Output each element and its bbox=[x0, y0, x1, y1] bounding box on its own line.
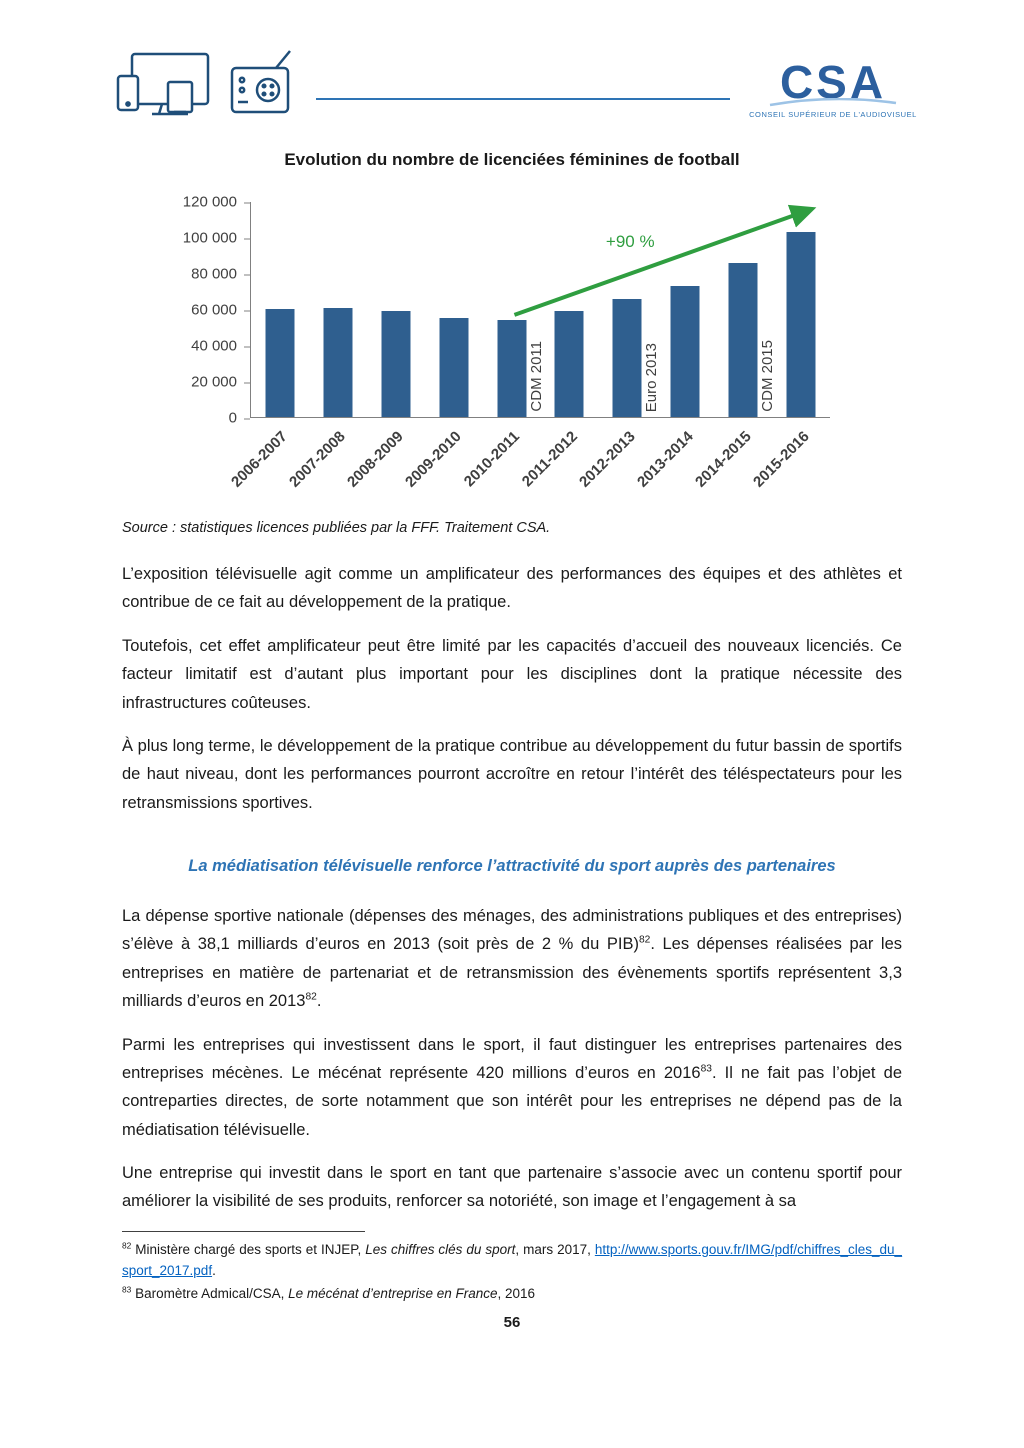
footnote-reference: 82 bbox=[638, 934, 651, 946]
text-run: . bbox=[212, 1262, 216, 1278]
x-tick-label: 2007-2008 bbox=[286, 428, 350, 491]
x-tick-label: 2012-2013 bbox=[576, 428, 640, 491]
footnote-reference: 83 bbox=[700, 1063, 712, 1075]
text-run: Ministère chargé des sports et INJEP, bbox=[131, 1241, 366, 1257]
text-run: . bbox=[316, 992, 322, 1011]
chart-plot bbox=[250, 202, 830, 418]
chart-title: Evolution du nombre de licenciées féminines de football bbox=[284, 150, 740, 169]
csa-logo bbox=[748, 58, 918, 119]
body-paragraph bbox=[122, 732, 902, 817]
footnote-reference: 82 bbox=[122, 1240, 132, 1251]
chart bbox=[122, 150, 902, 508]
text-run: À plus long terme, le développement de la pratique contribue au développement du futur bassin de sportifs de haut niveau, dont les performances pourront accroître en retour l’intérêt des téléspectateurs pour les retransmissions sportives. bbox=[122, 736, 902, 812]
x-tick-label: 2010-2011 bbox=[460, 428, 524, 491]
bar-annotation: Euro 2013 bbox=[643, 342, 661, 412]
x-tick-label: 2013-2014 bbox=[634, 428, 698, 491]
section-heading: La médiatisation télévisuelle renforce l’attractivité du sport auprès des partenaires bbox=[188, 857, 836, 875]
text-run: . Il ne fait pas l’objet de contreparties directes, de sorte notamment que son intérêt pour les entreprises ne dépend pas de la médiatisation télévisuelle. bbox=[122, 1063, 902, 1139]
text-run: La dépense sportive nationale (dépenses des ménages, des administrations publiques et des entreprises) s’élève à 38,1 milliards d’euros en 2013 (soit près de 2 % du PIB) bbox=[122, 907, 902, 954]
x-tick-label: 2015-2016 bbox=[750, 428, 814, 491]
text-run: Toutefois, cet effet amplificateur peut être limité par les capacités d’accueil des nouveaux licenciés. Ce facteur limitatif est d’autant plus important pour les disciplines dont la pratique nécessite des infrastructures coûteuses. bbox=[122, 636, 902, 712]
page-number: 56 bbox=[503, 1314, 521, 1331]
x-tick-label: 2011-2012 bbox=[518, 428, 582, 491]
trend-arrow-label: +90 % bbox=[605, 232, 655, 252]
footnote bbox=[122, 1284, 902, 1305]
text-run: . Les dépenses réalisées par les entreprises en matière de partenariat et de retransmission des évènements sportifs représentent 3,3 milliards d’euros en 2013 bbox=[122, 935, 903, 1011]
bar-annotation: CDM 2015 bbox=[759, 340, 777, 412]
text-run: , mars 2017, bbox=[515, 1241, 595, 1257]
italic-text: Les chiffres clés du sport bbox=[365, 1241, 516, 1257]
csa-logo-text: CSA bbox=[779, 56, 887, 108]
bar-annotation: CDM 2011 bbox=[527, 341, 545, 412]
body-paragraph bbox=[122, 560, 902, 617]
text-run: L’exposition télévisuelle agit comme un amplificateur des performances des équipes et des athlètes et contribue de ce fait au développement de la pratique. bbox=[122, 565, 902, 612]
x-tick-label: 2014-2015 bbox=[692, 428, 756, 491]
body-paragraph bbox=[122, 902, 902, 1016]
italic-text: Le mécénat d’entreprise en France bbox=[288, 1285, 498, 1301]
footnote bbox=[122, 1240, 902, 1282]
chart-body bbox=[122, 186, 902, 508]
paragraph-group-top bbox=[122, 560, 902, 817]
body-paragraph bbox=[122, 1031, 902, 1145]
page-header bbox=[0, 0, 1024, 148]
x-tick-label: 2009-2010 bbox=[402, 428, 466, 491]
y-tick-label: 80 000 bbox=[191, 265, 237, 283]
y-tick-label: 120 000 bbox=[182, 193, 237, 211]
footnotes bbox=[122, 1240, 902, 1305]
text-run: , 2016 bbox=[497, 1285, 536, 1301]
footnote-reference: 83 bbox=[122, 1284, 132, 1295]
chart-y-axis bbox=[122, 193, 249, 427]
footnote-link[interactable]: http://www.sports.gouv.fr/IMG/pdf/chiffres_cles_du_sport_2017.pdf bbox=[122, 1241, 902, 1278]
chart-x-axis bbox=[228, 418, 830, 508]
y-tick-label: 60 000 bbox=[191, 301, 237, 319]
body-paragraph bbox=[122, 1159, 902, 1216]
trend-arrow-icon bbox=[251, 202, 830, 417]
body-text bbox=[122, 560, 902, 1216]
body-paragraph bbox=[122, 632, 902, 717]
text-run: Parmi les entreprises qui investissent dans le sport, il faut distinguer les entreprises partenaires des entreprises mécènes. Le mécénat représente 420 millions d’euros en 2016 bbox=[122, 1035, 902, 1082]
footnote-separator bbox=[122, 1231, 365, 1232]
chart-source-note: Source : statistiques licences publiées par la FFF. Traitement CSA. bbox=[122, 520, 551, 536]
y-tick-label: 0 bbox=[228, 409, 237, 427]
paragraph-group-bottom bbox=[122, 902, 902, 1216]
x-tick-label: 2008-2009 bbox=[344, 428, 408, 491]
csa-logo-subtitle: CONSEIL SUPÉRIEUR DE L'AUDIOVISUEL bbox=[749, 110, 917, 120]
media-devices-icon bbox=[116, 46, 296, 132]
tablet-icon bbox=[168, 82, 192, 112]
y-tick-label: 100 000 bbox=[182, 229, 237, 247]
footnote-reference: 82 bbox=[305, 991, 317, 1003]
header-rule bbox=[316, 98, 730, 100]
text-run: Une entreprise qui investit dans le sport en tant que partenaire s’associe avec un contenu sportif pour améliorer la visibilité de ses produits, renforcer sa notoriété, son image et l’engagement à sa bbox=[122, 1164, 902, 1211]
x-tick-label: 2006-2007 bbox=[228, 428, 292, 491]
y-tick-label: 20 000 bbox=[191, 373, 237, 391]
text-run: Baromètre Admical/CSA, bbox=[131, 1285, 289, 1301]
y-tick-label: 40 000 bbox=[191, 337, 237, 355]
